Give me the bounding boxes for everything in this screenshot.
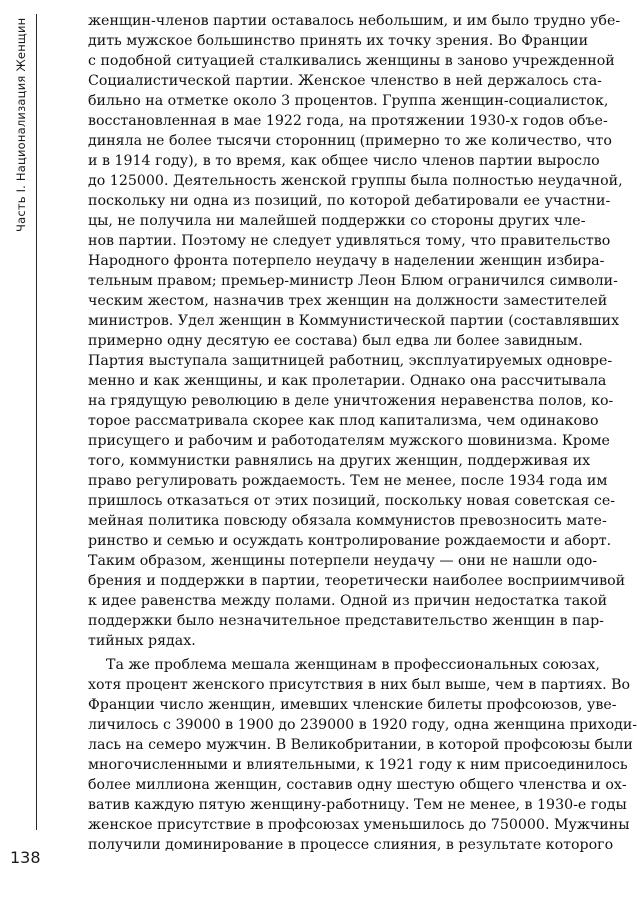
text-line: право регулировать рождаемость. Тем не менее, после 1934 года им bbox=[88, 473, 608, 489]
margin-rule bbox=[36, 14, 37, 830]
paragraph-2 bbox=[88, 655, 637, 855]
text-line: более миллиона женщин, составив одну шестую общего членства и ох- bbox=[88, 777, 627, 793]
text-line: Франции число женщин, имевших членские билеты профсоюзов, уве- bbox=[88, 697, 617, 713]
text-line: получили доминирование в процессе слияния, в результате которого bbox=[88, 837, 614, 853]
text-line: до 125000. Деятельность женской группы была полностью неудачной, bbox=[88, 173, 623, 189]
text-line: нов партии. Поэтому не следует удивляться тому, что правительство bbox=[88, 233, 611, 249]
text-line: с подобной ситуацией сталкивались женщины в заново учрежденной bbox=[88, 53, 615, 69]
text-line: личилось с 39000 в 1900 до 239000 в 1920 году, одна женщина приходи- bbox=[88, 717, 637, 733]
text-line: Партия выступала защитницей работниц, эксплуатируемых одновре- bbox=[88, 353, 613, 369]
text-line: мейная политика повсюду обязала коммунистов превозносить мате- bbox=[88, 513, 607, 529]
text-line: поддержки было незначительное представительство женщин в пар- bbox=[88, 613, 604, 629]
text-line: к идее равенства между полами. Одной из причин недостатка такой bbox=[88, 593, 608, 609]
text-line: примерно одну десятую ее состава) был едва ли более завидным. bbox=[88, 333, 583, 349]
text-line: ватив каждую пятую женщину-работницу. Тем не менее, в 1930-е годы bbox=[88, 797, 627, 813]
body-text bbox=[88, 11, 637, 855]
page-number: 138 bbox=[10, 848, 41, 867]
text-line: бильно на отметке около 3 процентов. Группа женщин-социалисток, bbox=[88, 93, 609, 109]
text-line: тийных рядах. bbox=[88, 633, 196, 649]
text-line: присущего и рабочим и работодателям мужского шовинизма. Кроме bbox=[88, 433, 610, 449]
text-line: цы, не получила ни малейшей поддержки со стороны других чле- bbox=[88, 213, 586, 229]
text-line: и в 1914 году), в то время, как общее число членов партии выросло bbox=[88, 153, 600, 169]
text-line: восстановленная в мае 1922 года, на протяжении 1930-х годов объе- bbox=[88, 113, 608, 129]
text-line: ческим жестом, назначив трех женщин на должности заместителей bbox=[88, 293, 608, 309]
text-line: лась на семеро мужчин. В Великобритании, в которой профсоюзы были bbox=[88, 737, 633, 753]
text-line: пришлось отказаться от этих позиций, поскольку новая советская се- bbox=[88, 493, 616, 509]
text-line: поскольку ни одна из позиций, по которой дебатировали ее участни- bbox=[88, 193, 611, 209]
running-head-text: Часть I. Национализация Женщин bbox=[14, 18, 28, 233]
text-line: министров. Удел женщин в Коммунистической партии (составлявших bbox=[88, 313, 620, 329]
text-line: женщин-членов партии оставалось небольшим, и им было трудно убе- bbox=[88, 13, 621, 29]
text-line: многочисленными и влиятельными, к 1921 году к ним присоединилось bbox=[88, 757, 628, 773]
text-line: женское присутствие в профсоюзах уменьшилось до 750000. Мужчины bbox=[88, 817, 630, 833]
running-head bbox=[14, 18, 28, 288]
text-line: того, коммунистки равнялись на других женщин, поддерживая их bbox=[88, 453, 591, 469]
text-line: Та же проблема мешала женщинам в профессиональных союзах, bbox=[106, 657, 600, 673]
text-line: брения и поддержки в партии, теоретически наиболее восприимчивой bbox=[88, 573, 626, 589]
text-line: тельным правом; премьер-министр Леон Блюм ограничился символи- bbox=[88, 273, 618, 289]
text-line: дить мужское большинство принять их точку зрения. Во Франции bbox=[88, 33, 589, 49]
text-line: Таким образом, женщины потерпели неудачу — они не нашли одо- bbox=[88, 553, 598, 569]
text-line: ринство и семью и осуждать контролирование рождаемости и аборт. bbox=[88, 533, 612, 549]
text-line: диняла не более тысячи сторонниц (примерно то же количество, что bbox=[88, 133, 612, 149]
text-line: на грядущую революцию в деле уничтожения неравенства полов, ко- bbox=[88, 393, 614, 409]
text-line: торое рассматривала скорее как плод капитализма, чем одинаково bbox=[88, 413, 599, 429]
text-line: Социалистической партии. Женское членство в ней держалось ста- bbox=[88, 73, 602, 89]
text-line: Народного фронта потерпело неудачу в наделении женщин избира- bbox=[88, 253, 605, 269]
text-line: хотя процент женского присутствия в них был выше, чем в партиях. Во bbox=[88, 677, 631, 693]
paragraph-1 bbox=[88, 11, 626, 651]
text-line: менно и как женщины, и как пролетарии. Однако она рассчитывала bbox=[88, 373, 607, 389]
